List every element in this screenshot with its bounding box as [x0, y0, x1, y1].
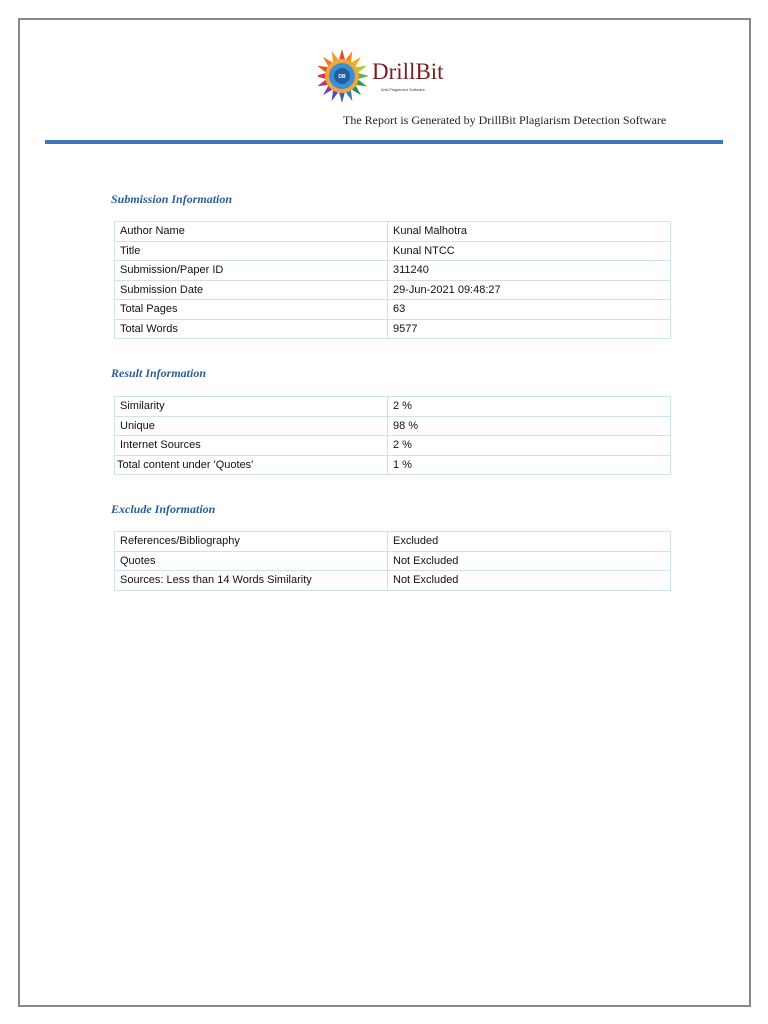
logo-wordmark — [372, 59, 444, 85]
drillbit-logo — [318, 48, 468, 108]
row-value: Excluded — [388, 532, 671, 552]
report-page — [18, 18, 751, 1007]
row-value: 311240 — [388, 261, 671, 281]
result-table — [114, 396, 671, 475]
submission-table — [114, 221, 671, 339]
table-row — [115, 319, 671, 339]
table-row — [115, 222, 671, 242]
row-value: Not Excluded — [388, 571, 671, 591]
row-label: Total Pages — [115, 300, 388, 320]
result-heading: Result Information — [111, 366, 207, 380]
table-row — [115, 397, 671, 417]
row-label: Total content under 'Quotes' — [115, 455, 388, 475]
row-value: 2 % — [388, 397, 671, 417]
row-label: Title — [115, 241, 388, 261]
row-label: References/Bibliography — [115, 532, 388, 552]
row-label: Author Name — [115, 222, 388, 242]
row-value: 1 % — [388, 455, 671, 475]
row-label: Unique — [115, 416, 388, 436]
header-divider — [45, 140, 723, 144]
row-value: 98 % — [388, 416, 671, 436]
table-row — [115, 300, 671, 320]
drillbit-sunburst-icon — [318, 48, 368, 106]
logo-wordmark-part2: Bit — [415, 59, 444, 84]
row-label: Submission/Paper ID — [115, 261, 388, 281]
row-label: Quotes — [115, 551, 388, 571]
row-value: 63 — [388, 300, 671, 320]
row-value: 9577 — [388, 319, 671, 339]
table-row — [115, 455, 671, 475]
table-row — [115, 280, 671, 300]
row-label: Internet Sources — [115, 436, 388, 456]
submission-heading: Submission Information — [111, 192, 233, 206]
table-row — [115, 261, 671, 281]
logo-wordmark-part1: Drill — [372, 59, 416, 84]
row-label: Similarity — [115, 397, 388, 417]
exclude-table — [114, 531, 671, 591]
row-value: 29-Jun-2021 09:48:27 — [388, 280, 671, 300]
row-value: 2 % — [388, 436, 671, 456]
row-value: Not Excluded — [388, 551, 671, 571]
table-row — [115, 571, 671, 591]
table-row — [115, 551, 671, 571]
row-label: Submission Date — [115, 280, 388, 300]
exclude-heading: Exclude Information — [111, 502, 216, 516]
logo-tagline: Anti-Plagiarism Software — [381, 87, 425, 92]
row-label: Sources: Less than 14 Words Similarity — [115, 571, 388, 591]
table-row — [115, 532, 671, 552]
table-row — [115, 241, 671, 261]
table-row — [115, 416, 671, 436]
table-row — [115, 436, 671, 456]
row-label: Total Words — [115, 319, 388, 339]
report-caption: The Report is Generated by DrillBit Plagiarism Detection Software — [343, 113, 667, 127]
row-value: Kunal Malhotra — [388, 222, 671, 242]
row-value: Kunal NTCC — [388, 241, 671, 261]
logo-badge-text: DB — [338, 74, 346, 80]
